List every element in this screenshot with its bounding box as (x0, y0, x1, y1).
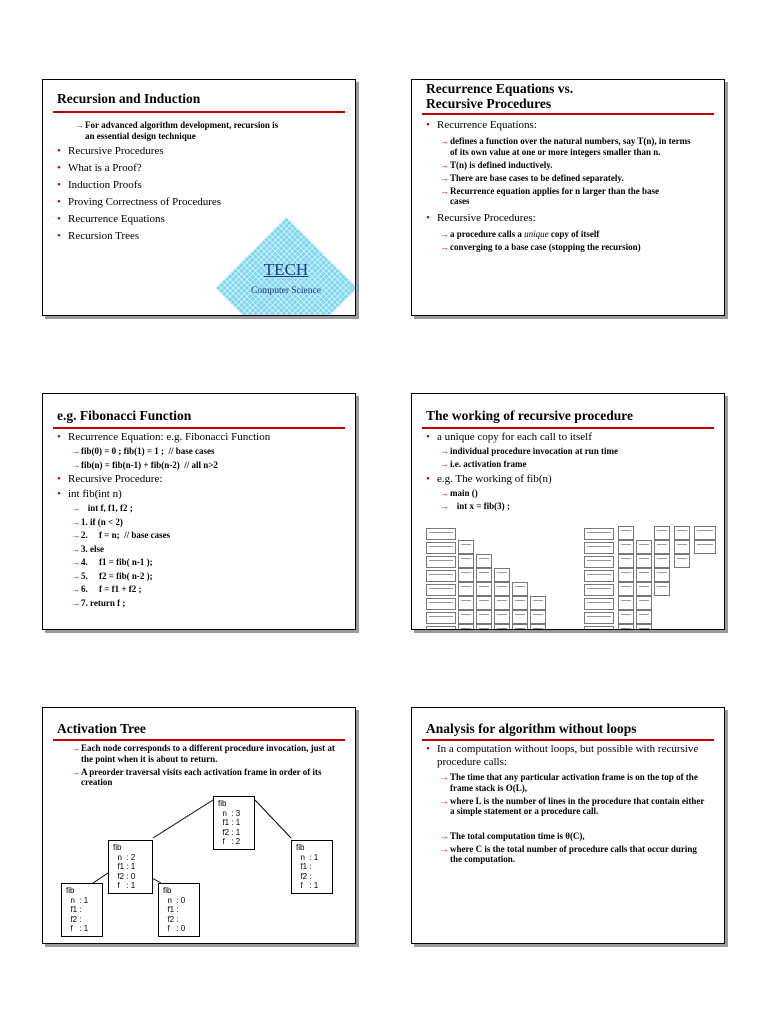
slide-title: Analysis for algorithm without loops (426, 721, 637, 736)
node-line: n : 1 (300, 852, 319, 862)
frame-thumbnail (654, 554, 670, 568)
tree-node-fib-1-left (61, 883, 103, 937)
frame-thumbnail (584, 584, 614, 596)
code-line: → 7. return f ; (71, 598, 347, 609)
bullet: • Recursive Procedures: (426, 212, 716, 225)
node-name: fib (218, 799, 227, 808)
slide-body (426, 743, 716, 867)
frame-thumbnail (494, 568, 510, 582)
frame-thumbnail (426, 598, 456, 610)
slide-working-recursive-procedure (411, 393, 725, 630)
code-line: → main () (440, 488, 716, 499)
tree-node-fib-2 (108, 840, 153, 894)
node-name: fib (66, 886, 75, 895)
frame-thumbnail (458, 540, 474, 554)
node-line: f : 1 (300, 881, 319, 890)
sub-point: → Each node corresponds to a different procedure invocation, just at the point when it is about to return. (71, 743, 346, 764)
bullet: • Induction Proofs (57, 179, 347, 192)
frame-thumbnail (458, 554, 474, 568)
tree-node-fib-0 (158, 883, 200, 937)
frame-thumbnail (458, 568, 474, 582)
code-line: → 5. f2 = fib( n-2 ); (71, 571, 347, 582)
frame-thumbnail (494, 596, 510, 610)
frame-thumbnail (618, 582, 634, 596)
frame-thumbnail (530, 596, 546, 610)
node-line: f : 0 (167, 924, 186, 933)
frame-thumbnail (674, 554, 690, 568)
frame-thumbnail (476, 554, 492, 568)
node-line: f : 2 (222, 837, 241, 846)
frame-thumbnail (636, 596, 652, 610)
frame-thumbnail (476, 610, 492, 624)
frame-thumbnail (636, 540, 652, 554)
sub-point: → The time that any particular activation frame is on the top of the frame stack is O(L), (440, 772, 705, 793)
frame-thumbnail (584, 570, 614, 582)
tree-node-fib-3 (213, 796, 255, 850)
sub-point (440, 229, 716, 240)
node-line: f1 : (70, 905, 82, 914)
tree-node-fib-1-right (291, 840, 333, 894)
frame-thumbnail (694, 526, 716, 540)
title-rule (53, 427, 345, 429)
node-line: f1 : (300, 862, 312, 871)
node-line: f2 : 0 (117, 871, 136, 881)
frame-thumbnail (618, 610, 634, 624)
slide-activation-tree (42, 707, 356, 944)
slide-title-line2: Recursive Procedures (426, 96, 552, 111)
frame-thumbnail (530, 624, 546, 630)
frame-thumbnail (512, 610, 528, 624)
code-line: → 4. f1 = fib( n-1 ); (71, 557, 347, 568)
logo-text: TECH (263, 260, 309, 279)
frame-thumbnail (618, 540, 634, 554)
frame-thumbnail (694, 540, 716, 554)
frame-thumbnail (674, 526, 690, 540)
frame-thumbnail (674, 540, 690, 554)
sub-point: → Recurrence equation applies for n larger than the base cases (440, 186, 660, 207)
frame-thumbnail (458, 582, 474, 596)
node-line: f1 : 1 (117, 862, 136, 871)
frame-thumbnail (584, 598, 614, 610)
frame-thumbnail (636, 624, 652, 630)
node-line: f2 : 1 (222, 827, 241, 837)
frame-thumbnail (654, 526, 670, 540)
frame-thumbnail (426, 528, 456, 540)
frame-thumbnail (584, 528, 614, 540)
frame-thumbnail (476, 582, 492, 596)
node-line: f2 : (300, 871, 312, 881)
sub-point: → There are base cases to be defined separately. (440, 173, 716, 184)
frame-thumbnail (636, 554, 652, 568)
sub-point: → i.e. activation frame (440, 459, 716, 470)
frame-thumbnail (494, 610, 510, 624)
frame-thumbnail (584, 556, 614, 568)
frame-thumbnail (584, 612, 614, 624)
title-rule (422, 427, 714, 429)
frame-thumbnail (426, 570, 456, 582)
frame-thumbnail (458, 596, 474, 610)
frame-thumbnail (458, 610, 474, 624)
node-line: n : 1 (70, 895, 89, 905)
slide-recurrence-vs-recursive (411, 79, 725, 316)
frame-thumbnail (494, 582, 510, 596)
frame-thumbnail (512, 582, 528, 596)
bullet: • Proving Correctness of Procedures (57, 196, 347, 209)
emphasis: unique (524, 228, 549, 239)
text: copy of itself (548, 228, 600, 239)
frame-thumbnail (636, 568, 652, 582)
slide-title: Activation Tree (57, 721, 146, 736)
frame-thumbnail (618, 526, 634, 540)
frame-thumbnail (476, 596, 492, 610)
frame-thumbnail (426, 542, 456, 554)
frame-thumbnail (426, 626, 456, 630)
bullet: • Recurrence Equations (57, 213, 347, 226)
node-line: f2 : (167, 914, 179, 924)
frame-thumbnail (426, 556, 456, 568)
frame-thumbnail (654, 540, 670, 554)
frame-thumbnail (458, 624, 474, 630)
node-name: fib (113, 843, 122, 852)
sub-point: → converging to a base case (stopping the recursion) (440, 242, 716, 253)
slide-title: Recursion and Induction (57, 91, 201, 106)
frame-thumbnail (512, 624, 528, 630)
code-line: → 2. f = n; // base cases (71, 530, 347, 541)
slide-body (57, 431, 347, 611)
bullet: • Recursive Procedures (57, 145, 347, 158)
slide-title-line1: Recurrence Equations vs. (426, 81, 574, 96)
frame-thumbnail (654, 568, 670, 582)
frame-thumbnail (476, 624, 492, 630)
text: a procedure calls a (450, 228, 525, 239)
logo-subtext: Computer Science (251, 286, 321, 296)
slide-body (426, 119, 716, 255)
slide-body (57, 120, 347, 247)
equation-line: → fib(0) = 0 ; fib(1) = 1 ; // base cases (71, 446, 347, 457)
sub-point: → where L is the number of lines in the procedure that contain either a simple statement or a procedure call. (440, 796, 705, 817)
frame-thumbnail (618, 624, 634, 630)
bullet: • Recurrence Equation: e.g. Fibonacci Function (57, 431, 347, 444)
title-rule (422, 739, 714, 741)
bullet: • Recursive Procedure: (57, 473, 347, 486)
frame-thumbnail (512, 596, 528, 610)
code-line: → 3. else (71, 544, 347, 555)
frame-thumbnail (636, 582, 652, 596)
frame-thumbnail (618, 596, 634, 610)
code-line: → int f, f1, f2 ; (71, 503, 347, 514)
bullet: • What is a Proof? (57, 162, 347, 175)
sub-point: → A preorder traversal visits each activation frame in order of its creation (71, 767, 341, 788)
node-line: f2 : (70, 914, 82, 924)
node-line: n : 0 (167, 895, 186, 905)
node-line: f : 1 (117, 881, 136, 890)
node-line: f : 1 (70, 924, 89, 933)
bullet: • e.g. The working of fib(n) (426, 473, 716, 486)
node-line: f1 : (167, 905, 179, 914)
node-line: f1 : 1 (222, 818, 241, 827)
frame-thumbnail (584, 542, 614, 554)
node-name: fib (163, 886, 172, 895)
slide-fibonacci-function (42, 393, 356, 630)
bullet: • a unique copy for each call to itself (426, 431, 716, 444)
frame-thumbnail (654, 582, 670, 596)
sub-point: → where C is the total number of procedure calls that occur during the computation. (440, 844, 705, 865)
node-line: n : 2 (117, 852, 136, 862)
sub-point: → individual procedure invocation at run time (440, 446, 716, 457)
frame-thumbnail (476, 568, 492, 582)
frame-thumbnail (584, 626, 614, 630)
bullet: • In a computation without loops, but possible with recursive procedure calls: (426, 743, 707, 769)
frame-thumbnail (636, 610, 652, 624)
slide-analysis-without-loops (411, 707, 725, 944)
slide-recursion-and-induction (42, 79, 356, 316)
title-rule (422, 113, 714, 115)
bullet: • int fib(int n) (57, 488, 347, 501)
slide-title: The working of recursive procedure (426, 408, 633, 423)
node-name: fib (296, 843, 305, 852)
frame-thumbnail (530, 610, 546, 624)
title-rule (53, 111, 345, 113)
code-line: → int x = fib(3) ; (440, 501, 716, 512)
sub-point: → The total computation time is θ(C), (440, 831, 716, 842)
bullet: • Recurrence Equations: (426, 119, 716, 132)
frame-thumbnail (618, 568, 634, 582)
slide-title: e.g. Fibonacci Function (57, 408, 192, 423)
intro-point: → For advanced algorithm development, recursion is an essential design technique (75, 120, 285, 141)
slide-body (426, 431, 716, 515)
code-line: → 1. if (n < 2) (71, 517, 347, 528)
sub-point: → T(n) is defined inductively. (440, 160, 716, 171)
sub-point: → defines a function over the natural numbers, say T(n), in terms of its own value at one or more integers smaller than n. (440, 136, 700, 157)
bullet: • Recursion Trees (57, 230, 347, 243)
frame-thumbnail (494, 624, 510, 630)
code-line: → 6. f = f1 + f2 ; (71, 584, 347, 595)
frame-thumbnail (618, 554, 634, 568)
frame-thumbnail (426, 612, 456, 624)
frame-thumbnail (426, 584, 456, 596)
equation-line: → fib(n) = fib(n-1) + fib(n-2) // all n>2 (71, 460, 347, 471)
node-line: n : 3 (222, 808, 241, 818)
